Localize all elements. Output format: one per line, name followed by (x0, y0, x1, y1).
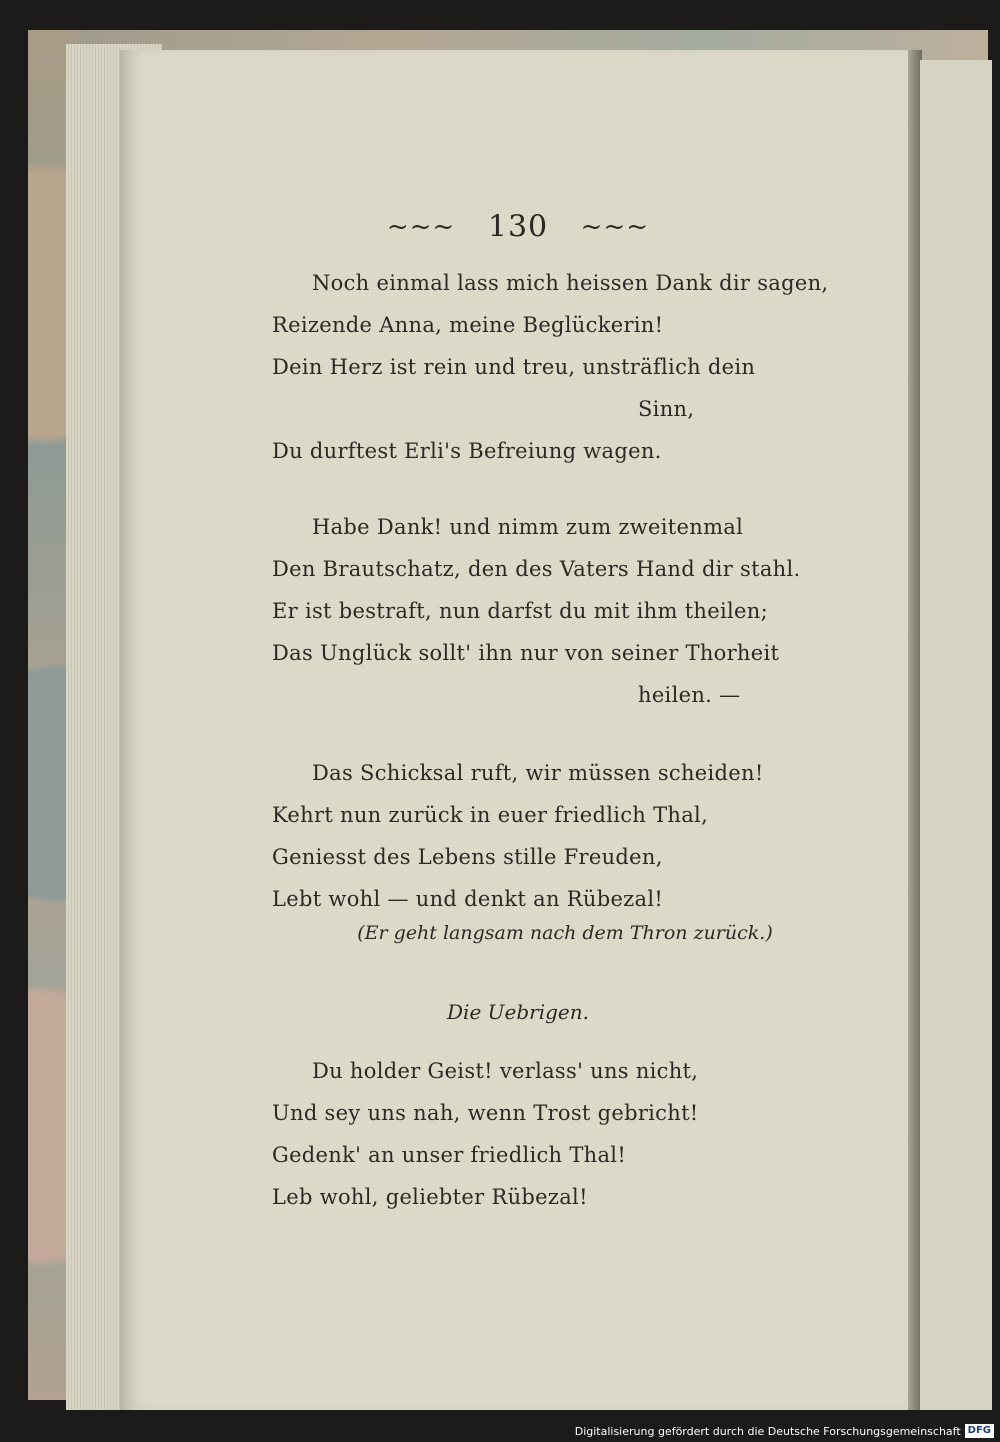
verse-line: heilen. — (638, 683, 741, 707)
verse-line: Sinn, (638, 397, 695, 421)
stanza-2 (272, 506, 852, 716)
stanza-4 (272, 1050, 852, 1218)
digitization-credit (575, 1424, 994, 1438)
stanza-3 (272, 752, 852, 920)
page-number: 130 (487, 209, 549, 245)
verse-line: Das Schicksal ruft, wir müssen scheiden! (312, 761, 764, 785)
ornament-left: ~~~ (386, 212, 456, 242)
verse-line: Du holder Geist! verlass' uns nicht, (312, 1059, 699, 1083)
verse-line: Leb wohl, geliebter Rübezal! (272, 1185, 588, 1209)
speaker-name: Die Uebrigen. (447, 1000, 589, 1024)
adjacent-page (920, 60, 992, 1410)
stage-direction: (Er geht langsam nach dem Thron zurück.) (357, 922, 773, 944)
verse-line: Er ist bestraft, nun darfst du mit ihm theilen; (272, 599, 768, 623)
verse-line: Kehrt nun zurück in euer friedlich Thal, (272, 803, 709, 827)
page-header (120, 208, 916, 245)
ornament-right: ~~~ (580, 212, 650, 242)
verse-line: Und sey uns nah, wenn Trost gebricht! (272, 1101, 699, 1125)
verse-line: Habe Dank! und nimm zum zweitenmal (312, 515, 744, 539)
stanza-1 (272, 262, 852, 472)
verse-line: Geniesst des Lebens stille Freuden, (272, 845, 663, 869)
verse-line: Gedenk' an unser friedlich Thal! (272, 1143, 627, 1167)
verse-line: Du durftest Erli's Befreiung wagen. (272, 439, 662, 463)
verse-line: Noch einmal lass mich heissen Dank dir sagen, (312, 271, 829, 295)
credit-text: Digitalisierung gefördert durch die Deutsche Forschungsgemeinschaft (574, 1424, 961, 1438)
verse-line: Das Unglück sollt' ihn nur von seiner Thorheit (272, 641, 780, 665)
verse-line: Lebt wohl — und denkt an Rübezal! (272, 887, 664, 911)
verse-line: Reizende Anna, meine Beglückerin! (272, 313, 664, 337)
verse-line: Dein Herz ist rein und treu, unsträflich dein (272, 355, 756, 379)
verse-line: Den Brautschatz, den des Vaters Hand dir stahl. (272, 557, 801, 581)
dfg-logo: DFG (965, 1424, 994, 1438)
